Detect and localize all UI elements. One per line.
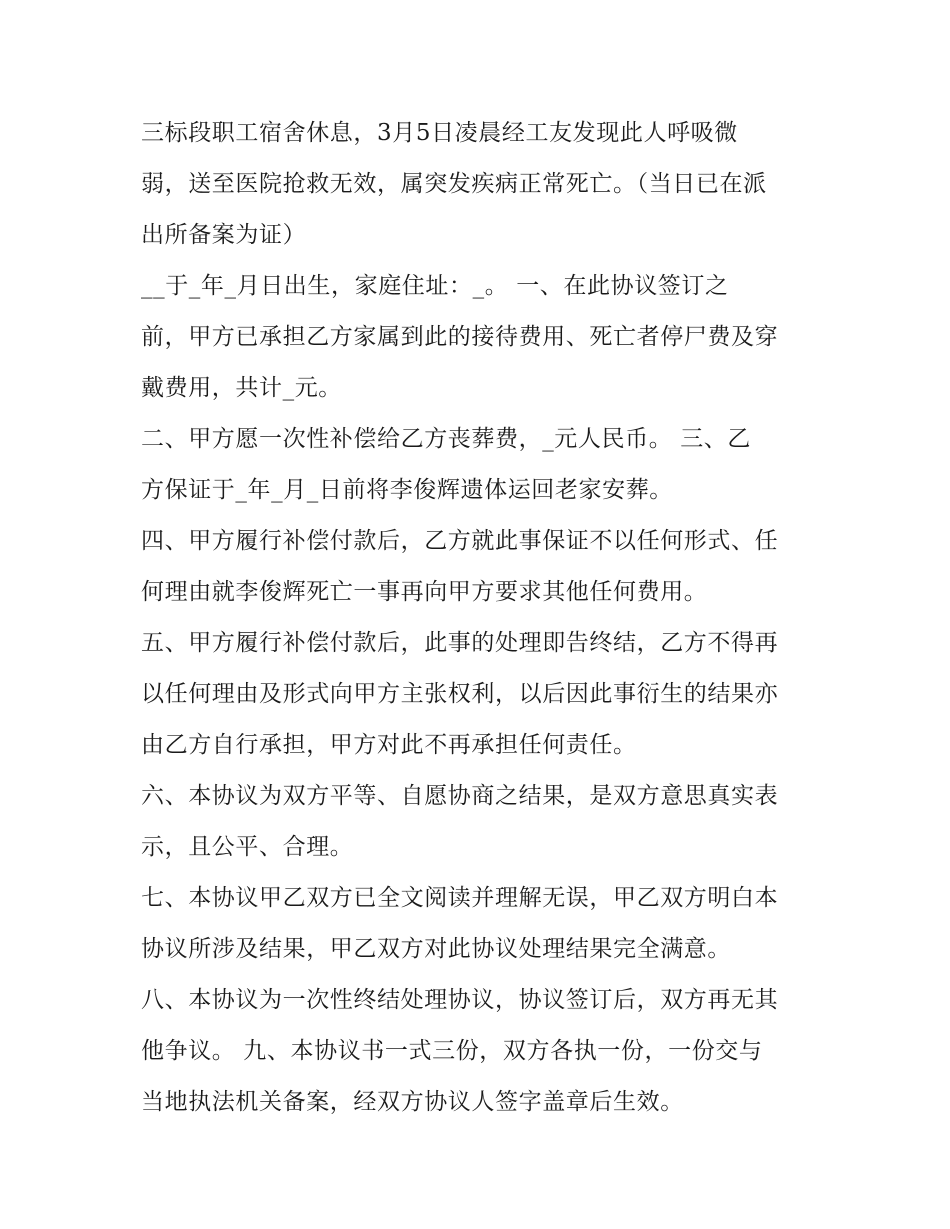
text-line: 二、甲方愿一次性补偿给乙方丧葬费，_元人民币。 三、乙 xyxy=(141,426,752,452)
text-line: 四、甲方履行补偿付款后，乙方就此事保证不以任何形式、任 xyxy=(141,528,779,554)
text-line: __于_年_月日出生，家庭住址：_。 一、在此协议签订之 xyxy=(141,273,729,299)
text-line: 八、本协议为一次性终结处理协议，协议签订后，双方再无其 xyxy=(141,987,779,1013)
text-line: 七、本协议甲乙双方已全文阅读并理解无误，甲乙双方明白本 xyxy=(141,885,779,911)
text-line: 由乙方自行承担，甲方对此不再承担任何责任。 xyxy=(141,732,637,758)
text-line: 方保证于_年_月_日前将李俊辉遗体运回老家安葬。 xyxy=(141,477,673,503)
text-line: 出所备案为证） xyxy=(141,222,307,248)
text-line: 五、甲方履行补偿付款后，此事的处理即告终结，乙方不得再 xyxy=(141,630,779,656)
text-line: 三标段职工宿舍休息，3月5日凌晨经工友发现此人呼吸微 xyxy=(141,120,738,146)
text-line: 六、本协议为双方平等、自愿协商之结果，是双方意思真实表 xyxy=(141,783,779,809)
text-line: 协议所涉及结果，甲乙双方对此协议处理结果完全满意。 xyxy=(141,936,731,962)
text-line: 何理由就李俊辉死亡一事再向甲方要求其他任何费用。 xyxy=(141,579,708,605)
text-line: 弱，送至医院抢救无效，属突发疾病正常死亡。（当日已在派 xyxy=(141,171,767,197)
text-line: 他争议。 九、本协议书一式三份，双方各执一份，一份交与 xyxy=(141,1038,763,1064)
text-line: 当地执法机关备案，经双方协议人签字盖章后生效。 xyxy=(141,1089,684,1115)
document-body xyxy=(141,108,821,1128)
text-line: 戴费用，共计_元。 xyxy=(141,375,342,401)
text-line: 前，甲方已承担乙方家属到此的接待费用、死亡者停尸费及穿 xyxy=(141,324,779,350)
text-line: 以任何理由及形式向甲方主张权利，以后因此事衍生的结果亦 xyxy=(141,681,779,707)
text-line: 示，且公平、合理。 xyxy=(141,834,354,860)
